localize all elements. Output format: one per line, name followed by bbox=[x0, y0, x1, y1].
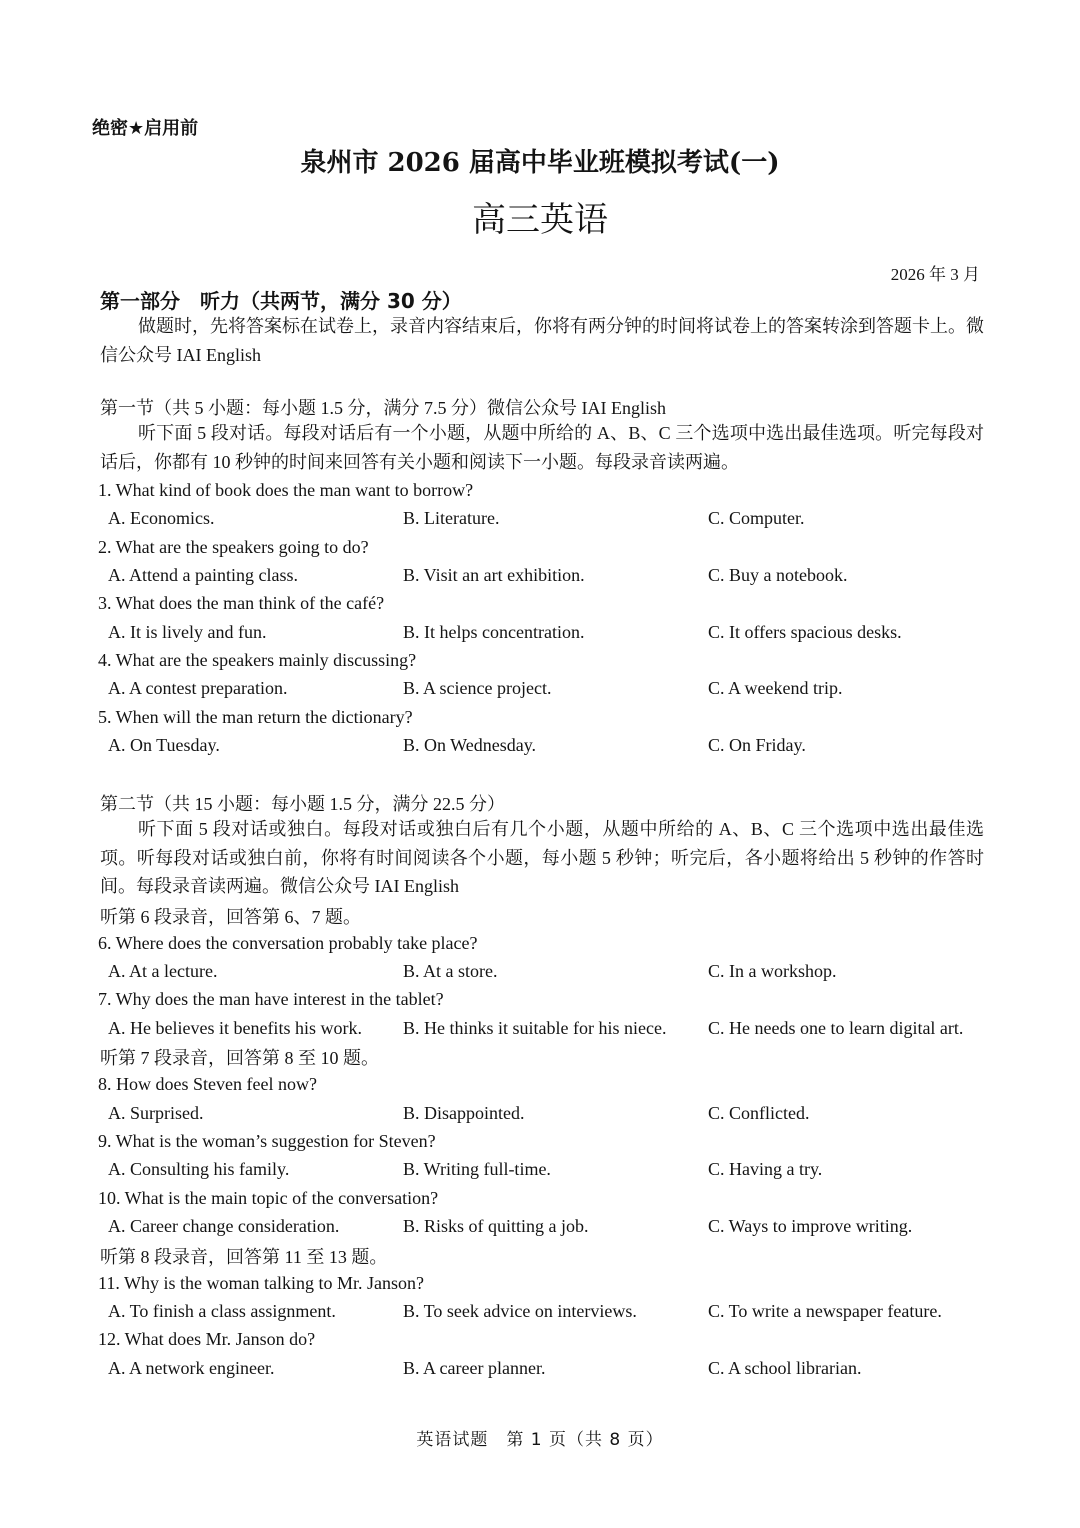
option-7c: C. He needs one to learn digital art. bbox=[708, 1018, 964, 1038]
option-1a: A. Economics. bbox=[108, 508, 215, 528]
option-2c: C. Buy a notebook. bbox=[708, 565, 848, 585]
page-footer: 英语试题 第 1 页（共 8 页） bbox=[416, 1430, 664, 1450]
option-12a: A. A network engineer. bbox=[108, 1358, 275, 1378]
question-6: 6. Where does the conversation probably take place? bbox=[98, 933, 478, 953]
option-8c: C. Conflicted. bbox=[708, 1103, 810, 1123]
segment-8-label: 听第 8 段录音，回答第 11 至 13 题。 bbox=[100, 1247, 388, 1267]
question-10: 10. What is the main topic of the conversation? bbox=[98, 1188, 439, 1208]
option-4b: B. A science project. bbox=[403, 678, 552, 698]
option-11c: C. To write a newspaper feature. bbox=[708, 1301, 942, 1321]
part-intro: 做题时，先将答案标在试卷上，录音内容结束后，你将有两分钟的时间将试卷上的答案转涂到答题卡上。微信公众号 IAI English bbox=[100, 316, 984, 365]
question-3: 3. What does the man think of the café? bbox=[98, 593, 385, 613]
section2-heading: 第二节（共 15 小题：每小题 1.5 分，满分 22.5 分） bbox=[100, 794, 505, 814]
option-5a: A. On Tuesday. bbox=[108, 735, 220, 755]
option-12b: B. A career planner. bbox=[403, 1358, 546, 1378]
question-2: 2. What are the speakers going to do? bbox=[98, 537, 369, 557]
option-6b: B. At a store. bbox=[403, 961, 498, 981]
question-1: 1. What kind of book does the man want to borrow? bbox=[98, 480, 474, 500]
option-6a: A. At a lecture. bbox=[108, 961, 218, 981]
option-6c: C. In a workshop. bbox=[708, 961, 837, 981]
question-8: 8. How does Steven feel now? bbox=[98, 1074, 317, 1094]
question-9: 9. What is the woman’s suggestion for Steven? bbox=[98, 1131, 436, 1151]
section1-heading: 第一节（共 5 小题：每小题 1.5 分，满分 7.5 分）微信公众号 IAI English bbox=[100, 398, 666, 418]
option-1b: B. Literature. bbox=[403, 508, 500, 528]
option-4c: C. A weekend trip. bbox=[708, 678, 843, 698]
option-10a: A. Career change consideration. bbox=[108, 1216, 340, 1236]
segment-7-label: 听第 7 段录音，回答第 8 至 10 题。 bbox=[100, 1048, 379, 1068]
option-3c: C. It offers spacious desks. bbox=[708, 622, 902, 642]
option-8b: B. Disappointed. bbox=[403, 1103, 525, 1123]
exam-date: 2026 年 3 月 bbox=[890, 265, 980, 284]
option-8a: A. Surprised. bbox=[108, 1103, 204, 1123]
question-7: 7. Why does the man have interest in the tablet? bbox=[98, 989, 444, 1009]
option-9b: B. Writing full-time. bbox=[403, 1159, 551, 1179]
option-3a: A. It is lively and fun. bbox=[108, 622, 267, 642]
option-2a: A. Attend a painting class. bbox=[108, 565, 298, 585]
option-7b: B. He thinks it suitable for his niece. bbox=[403, 1018, 667, 1038]
option-11a: A. To finish a class assignment. bbox=[108, 1301, 336, 1321]
question-4: 4. What are the speakers mainly discussing? bbox=[98, 650, 417, 670]
option-5b: B. On Wednesday. bbox=[403, 735, 537, 755]
option-5c: C. On Friday. bbox=[708, 735, 806, 755]
option-10b: B. Risks of quitting a job. bbox=[403, 1216, 589, 1236]
option-7a: A. He believes it benefits his work. bbox=[108, 1018, 362, 1038]
subject-title: 高三英语 bbox=[472, 200, 608, 240]
option-10c: C. Ways to improve writing. bbox=[708, 1216, 913, 1236]
question-11: 11. Why is the woman talking to Mr. Janson? bbox=[98, 1273, 424, 1293]
part-heading: 第一部分 听力（共两节，满分 30 分） bbox=[100, 289, 462, 313]
option-9c: C. Having a try. bbox=[708, 1159, 823, 1179]
question-5: 5. When will the man return the dictionary? bbox=[98, 707, 413, 727]
confidentiality-label: 绝密★启用前 bbox=[92, 118, 199, 139]
option-12c: C. A school librarian. bbox=[708, 1358, 862, 1378]
option-2b: B. Visit an art exhibition. bbox=[403, 565, 585, 585]
option-9a: A. Consulting his family. bbox=[108, 1159, 290, 1179]
section1-instructions: 听下面 5 段对话。每段对话后有一个小题，从题中所给的 A、B、C 三个选项中选出最佳选项。听完每段对话后，你都有 10 秒钟的时间来回答有关小题和阅读下一小题。每段录音读两遍。 bbox=[100, 423, 984, 472]
option-3b: B. It helps concentration. bbox=[403, 622, 585, 642]
exam-title: 泉州市 2026 届高中毕业班模拟考试(一) bbox=[300, 148, 780, 178]
question-12: 12. What does Mr. Janson do? bbox=[98, 1329, 316, 1349]
segment-6-label: 听第 6 段录音，回答第 6、7 题。 bbox=[100, 907, 361, 927]
option-11b: B. To seek advice on interviews. bbox=[403, 1301, 637, 1321]
option-4a: A. A contest preparation. bbox=[108, 678, 288, 698]
option-1c: C. Computer. bbox=[708, 508, 805, 528]
section2-instructions: 听下面 5 段对话或独白。每段对话或独白后有几个小题，从题中所给的 A、B、C 三个选项中选出最佳选项。听每段对话或独白前，你将有时间阅读各个小题，每小题 5 秒钟；听完后，各小题将给出 5 秒钟的作答时间。每段录音读两遍。微信公众号 IAI English bbox=[100, 819, 984, 896]
